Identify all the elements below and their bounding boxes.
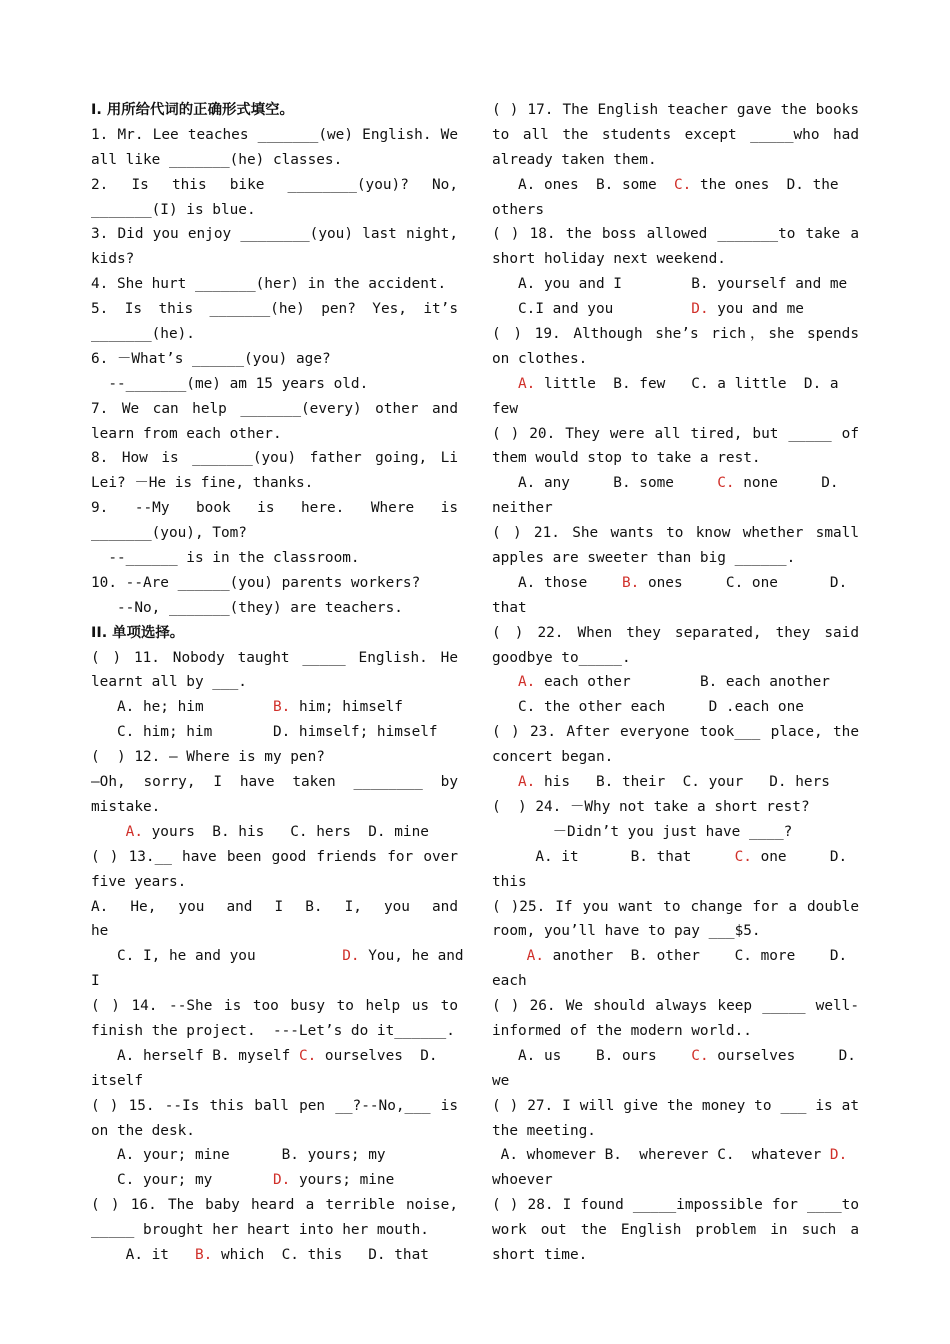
right-line bbox=[492, 1119, 859, 1144]
right-line bbox=[492, 1019, 859, 1044]
right-line bbox=[492, 222, 859, 247]
left-line bbox=[91, 397, 458, 422]
line-text: A. it bbox=[91, 1246, 195, 1263]
line-text: learn from each other. bbox=[91, 425, 282, 442]
line-text-rest: each other B. each another bbox=[535, 674, 830, 691]
answer-letter: C. bbox=[673, 176, 692, 193]
line-text: C. I, he and you bbox=[91, 948, 343, 965]
right-line bbox=[492, 1094, 859, 1119]
right-line bbox=[492, 571, 859, 596]
line-text: ( )25. If you want to change for a double bbox=[492, 898, 859, 915]
line-text bbox=[91, 824, 126, 840]
line-text: others bbox=[492, 201, 544, 218]
line-text: whoever bbox=[492, 1172, 553, 1189]
right-line bbox=[492, 347, 859, 372]
line-text: informed of the modern world.. bbox=[492, 1022, 752, 1039]
right-line bbox=[492, 944, 859, 969]
line-text: room, you’ll have to pay ___$5. bbox=[492, 923, 761, 940]
line-text: all like _______(he) classes. bbox=[91, 151, 343, 168]
line-text: A. you and I B. yourself and me bbox=[492, 276, 848, 293]
left-line bbox=[91, 870, 458, 895]
right-line bbox=[492, 646, 859, 671]
line-text-rest: which C. this D. that bbox=[212, 1246, 429, 1263]
line-text bbox=[492, 376, 518, 392]
line-text: 6. －What’s ______(you) age? bbox=[91, 350, 331, 367]
answer-letter: C. bbox=[298, 1047, 317, 1064]
line-text-rest: ourselves D. bbox=[316, 1047, 438, 1064]
line-text bbox=[492, 948, 527, 964]
line-text: neither bbox=[492, 500, 553, 517]
left-line bbox=[91, 297, 458, 322]
right-line bbox=[492, 895, 859, 920]
line-text-rest: yours B. his C. hers D. mine bbox=[142, 823, 429, 840]
right-line bbox=[492, 272, 859, 297]
right-line bbox=[492, 546, 859, 571]
line-text: learnt all by ___. bbox=[91, 674, 247, 691]
right-line bbox=[492, 919, 859, 944]
left-line bbox=[91, 919, 458, 944]
left-line bbox=[91, 695, 458, 720]
line-text: mistake. bbox=[91, 798, 161, 815]
left-line bbox=[91, 322, 458, 347]
line-text-rest: ones C. one D. bbox=[639, 574, 848, 591]
line-text: 7. We can help _______(every) other and bbox=[91, 400, 458, 417]
line-text: each bbox=[492, 973, 527, 990]
left-line bbox=[91, 1094, 458, 1119]
right-line bbox=[492, 397, 859, 422]
line-text: --_______(me) am 15 years old. bbox=[91, 375, 369, 392]
right-line bbox=[492, 1193, 859, 1218]
right-line bbox=[492, 1069, 859, 1094]
left-line bbox=[91, 745, 458, 770]
line-text: A. whomever B. wherever C. whatever bbox=[492, 1147, 830, 1164]
line-text: —Oh, sorry, I have taken ________ by bbox=[91, 774, 458, 791]
left-line bbox=[91, 222, 458, 247]
line-text: ( ) 11. Nobody taught _____ English. He bbox=[91, 649, 458, 666]
line-text: work out the English problem in such a bbox=[492, 1222, 859, 1239]
line-text: on clothes. bbox=[492, 350, 588, 367]
line-text: _____ brought her heart into her mouth. bbox=[91, 1222, 429, 1239]
left-line bbox=[91, 173, 458, 198]
right-line bbox=[492, 173, 859, 198]
left-line bbox=[91, 895, 458, 920]
line-text: A. your; mine B. yours; my bbox=[91, 1147, 386, 1164]
line-text: C. your; my bbox=[91, 1172, 273, 1189]
answer-letter: C. bbox=[717, 475, 735, 492]
answer-letter: D. bbox=[829, 1147, 848, 1164]
right-line bbox=[492, 1218, 859, 1243]
line-text: A. he; him bbox=[91, 699, 273, 716]
left-line bbox=[91, 446, 458, 471]
left-line bbox=[91, 123, 458, 148]
left-line bbox=[91, 546, 458, 571]
answer-letter: D. bbox=[691, 301, 709, 318]
line-text: apples are sweeter than big ______. bbox=[492, 550, 796, 567]
left-line bbox=[91, 471, 458, 496]
left-line bbox=[91, 372, 458, 397]
line-text: ( ) 24. －Why not take a short rest? bbox=[492, 798, 810, 815]
line-text-rest: ourselves D. bbox=[708, 1047, 856, 1064]
line-text: C. the other each D .each one bbox=[492, 699, 804, 716]
left-line bbox=[91, 795, 458, 820]
right-line bbox=[492, 297, 859, 322]
right-line bbox=[492, 720, 859, 745]
right-line bbox=[492, 322, 859, 347]
line-text: _______(he). bbox=[91, 326, 195, 343]
line-text-rest: You, he and bbox=[359, 948, 464, 965]
right-line bbox=[492, 247, 859, 272]
left-line bbox=[91, 969, 458, 994]
answer-letter: C. bbox=[691, 1047, 709, 1064]
line-text: ( ) 17. The English teacher gave the books bbox=[492, 102, 859, 118]
answer-letter: C. bbox=[734, 848, 752, 865]
line-text: --______ is in the classroom. bbox=[91, 550, 360, 567]
line-text: A. those bbox=[492, 574, 622, 591]
line-text: five years. bbox=[91, 873, 187, 890]
answer-letter: A. bbox=[518, 375, 536, 392]
answer-letter: D. bbox=[272, 1172, 291, 1189]
line-text: 4. She hurt _______(her) in the accident. bbox=[91, 276, 447, 293]
right-line bbox=[492, 372, 859, 397]
left-line bbox=[91, 1143, 458, 1168]
line-text-rest: the ones D. the bbox=[691, 176, 839, 193]
right-line bbox=[492, 969, 859, 994]
right-line bbox=[492, 795, 859, 820]
right-line bbox=[492, 695, 859, 720]
section-heading bbox=[91, 621, 458, 646]
line-text: ( ) 21. She wants to know whether small bbox=[492, 525, 859, 542]
line-text: ( ) 14. --She is too busy to help us to bbox=[91, 998, 458, 1015]
line-text: we bbox=[492, 1072, 510, 1089]
line-text: ( ) 13.__ have been good friends for over bbox=[91, 848, 458, 865]
left-column bbox=[91, 98, 464, 1268]
right-line bbox=[492, 496, 859, 521]
line-text-rest: you and me bbox=[708, 301, 804, 318]
left-line bbox=[91, 247, 458, 272]
right-line bbox=[492, 820, 859, 845]
line-text: 8. How is _______(you) father going, Li bbox=[91, 450, 458, 467]
line-text: ( ) 26. We should always keep _____ well- bbox=[492, 998, 859, 1015]
line-text: A. ones B. some bbox=[492, 176, 674, 193]
line-text: _______(you), Tom? bbox=[91, 525, 247, 542]
line-text: I bbox=[91, 973, 100, 990]
left-line bbox=[91, 820, 458, 845]
line-text: ( ) 23. After everyone took___ place, the bbox=[492, 724, 859, 741]
left-line bbox=[91, 148, 458, 173]
answer-letter: A. bbox=[518, 674, 536, 691]
left-line bbox=[91, 596, 458, 621]
right-line bbox=[492, 422, 859, 447]
line-text: on the desk. bbox=[91, 1122, 195, 1139]
line-text: few bbox=[492, 400, 518, 417]
right-line bbox=[492, 870, 859, 895]
line-text: II. 单项选择。 bbox=[91, 624, 185, 641]
left-line bbox=[91, 1168, 458, 1193]
answer-letter: A. bbox=[125, 823, 143, 840]
right-line bbox=[492, 745, 859, 770]
line-text: －Didn’t you just have ____? bbox=[492, 823, 793, 840]
right-line bbox=[492, 471, 859, 496]
answer-letter: A. bbox=[526, 948, 544, 965]
left-line bbox=[91, 994, 458, 1019]
line-text: ( ) 19. Although she’s rich，she spends bbox=[492, 326, 859, 343]
left-line bbox=[91, 1193, 458, 1218]
line-text: A. us B. ours bbox=[492, 1047, 692, 1064]
line-text: A. it B. that bbox=[492, 848, 735, 865]
left-line bbox=[91, 1019, 458, 1044]
line-text: _______(I) is blue. bbox=[91, 201, 256, 218]
right-line bbox=[492, 1243, 859, 1268]
left-line bbox=[91, 1243, 458, 1268]
line-text: to all the students except _____who had bbox=[492, 126, 859, 143]
line-text: short holiday next weekend. bbox=[492, 251, 726, 268]
line-text: ( ) 18. the boss allowed _______to take a bbox=[492, 226, 859, 243]
right-line bbox=[492, 198, 859, 223]
line-text: --No, _______(they) are teachers. bbox=[91, 599, 403, 616]
line-text: short time. bbox=[492, 1246, 588, 1263]
line-text: I. 用所给代词的正确形式填空。 bbox=[91, 102, 294, 118]
line-text-rest: his B. their C. your D. hers bbox=[535, 774, 830, 791]
right-line bbox=[492, 446, 859, 471]
line-text-rest: another B. other C. more D. bbox=[543, 948, 848, 965]
answer-letter: B. bbox=[272, 699, 291, 716]
line-text: already taken them. bbox=[492, 151, 657, 168]
right-line bbox=[492, 770, 859, 795]
line-text: ( ) 28. I found _____impossible for ____to bbox=[492, 1197, 859, 1214]
line-text: he bbox=[91, 923, 109, 940]
right-line bbox=[492, 1044, 859, 1069]
right-line bbox=[492, 521, 859, 546]
line-text-rest: yours; mine bbox=[290, 1172, 395, 1189]
line-text: 10. --Are ______(you) parents workers? bbox=[91, 574, 421, 591]
line-text: itself bbox=[91, 1072, 143, 1089]
line-text: A. any B. some bbox=[492, 475, 718, 492]
line-text: them would stop to take a rest. bbox=[492, 450, 761, 467]
right-line bbox=[492, 98, 859, 123]
left-line bbox=[91, 720, 458, 745]
left-line bbox=[91, 347, 458, 372]
right-line bbox=[492, 621, 859, 646]
line-text: ( ) 22. When they separated, they said bbox=[492, 624, 859, 641]
left-line bbox=[91, 670, 458, 695]
line-text: C. him; him D. himself; himself bbox=[91, 724, 438, 741]
line-text: concert began. bbox=[492, 749, 614, 766]
answer-letter: B. bbox=[621, 574, 640, 591]
line-text: ( ) 27. I will give the money to ___ is at bbox=[492, 1097, 859, 1114]
right-line bbox=[492, 123, 859, 148]
line-text-rest: one D. bbox=[751, 848, 848, 865]
answer-letter: A. bbox=[518, 774, 536, 791]
left-line bbox=[91, 272, 458, 297]
line-text-rest: none D. bbox=[734, 475, 839, 492]
line-text: 2. Is this bike ________(you)? No, bbox=[91, 176, 458, 193]
left-line bbox=[91, 646, 458, 671]
left-line bbox=[91, 770, 458, 795]
left-line bbox=[91, 1119, 458, 1144]
answer-letter: B. bbox=[194, 1246, 213, 1263]
line-text: the meeting. bbox=[492, 1122, 596, 1139]
line-text: kids? bbox=[91, 251, 135, 268]
left-line bbox=[91, 1044, 458, 1069]
line-text: this bbox=[492, 873, 527, 890]
line-text bbox=[492, 674, 518, 690]
line-text: finish the project. ---Let’s do it______. bbox=[91, 1022, 455, 1039]
line-text: ( ) 12. — Where is my pen? bbox=[91, 749, 325, 766]
line-text: A. herself B. myself bbox=[91, 1047, 299, 1064]
line-text: goodbye to_____. bbox=[492, 649, 631, 666]
section-heading bbox=[91, 98, 458, 123]
line-text-rest: him; himself bbox=[290, 699, 403, 716]
line-text: 1. Mr. Lee teaches _______(we) English. We bbox=[91, 126, 458, 143]
right-line bbox=[492, 670, 859, 695]
right-line bbox=[492, 994, 859, 1019]
left-line bbox=[91, 944, 464, 969]
line-text: ( ) 20. They were all tired, but _____ of bbox=[492, 425, 859, 442]
left-line bbox=[91, 571, 458, 596]
left-line bbox=[91, 422, 458, 447]
left-line bbox=[91, 521, 458, 546]
left-line bbox=[91, 198, 458, 223]
line-text: ( ) 15. --Is this ball pen __?--No,___ is bbox=[91, 1097, 458, 1114]
left-line bbox=[91, 1218, 458, 1243]
line-text: A. He, you and I B. I, you and bbox=[91, 898, 458, 915]
line-text: that bbox=[492, 599, 527, 616]
line-text bbox=[492, 774, 518, 790]
line-text: Lei? －He is fine, thanks. bbox=[91, 475, 314, 492]
left-line bbox=[91, 1069, 458, 1094]
left-line bbox=[91, 845, 458, 870]
right-line bbox=[492, 845, 859, 870]
line-text: 5. Is this _______(he) pen? Yes, it’s bbox=[91, 301, 458, 318]
line-text: ( ) 16. The baby heard a terrible noise, bbox=[91, 1197, 458, 1214]
right-line bbox=[492, 596, 859, 621]
left-line bbox=[91, 496, 458, 521]
line-text: C.I and you bbox=[492, 301, 692, 318]
line-text: 9. --My book is here. Where is bbox=[91, 500, 458, 517]
right-line bbox=[492, 1168, 859, 1193]
right-column bbox=[492, 98, 859, 1268]
line-text-rest: little B. few C. a little D. a bbox=[535, 375, 839, 392]
line-text: 3. Did you enjoy ________(you) last night, bbox=[91, 226, 458, 243]
right-line bbox=[492, 148, 859, 173]
answer-letter: D. bbox=[342, 948, 360, 965]
right-line bbox=[492, 1143, 859, 1168]
